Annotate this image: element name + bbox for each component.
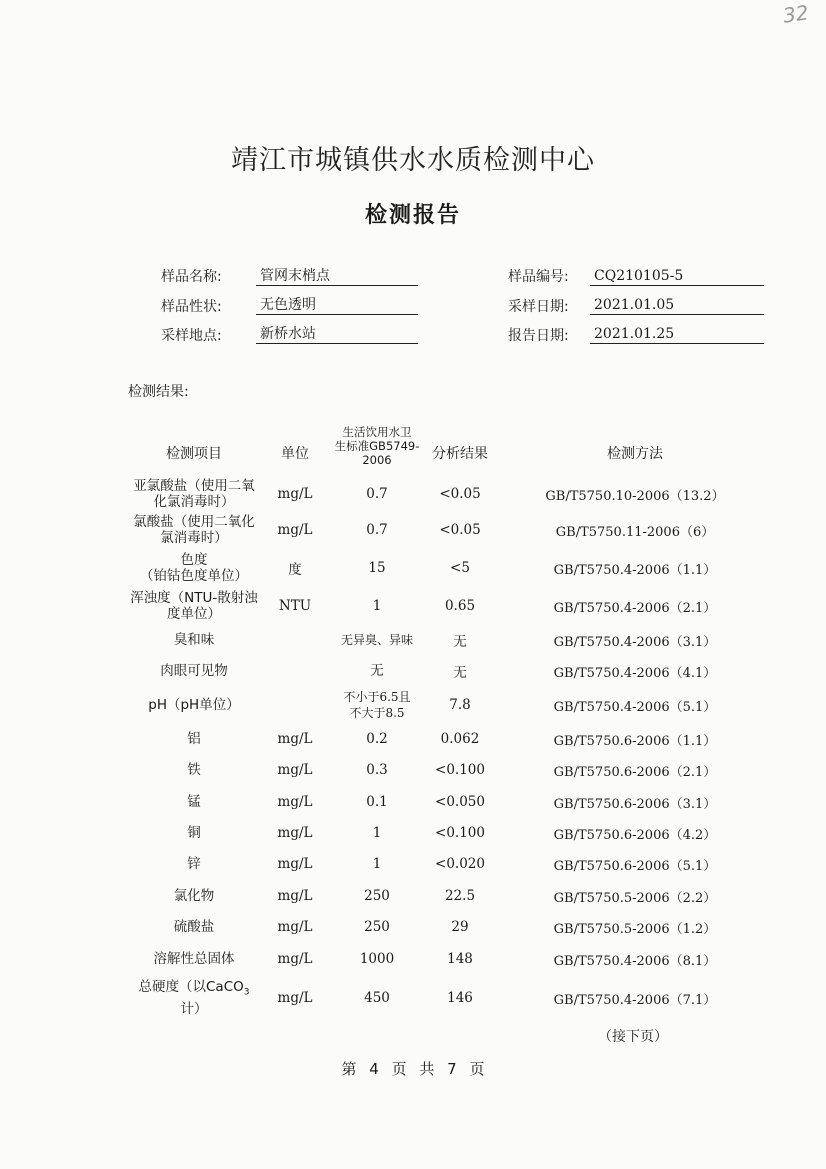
- sample-no-label: 样品编号:: [508, 269, 569, 285]
- method-cell: GB/T5750.10-2006（13.2）: [545, 488, 725, 504]
- unit-cell: [266, 686, 324, 724]
- item-cell: 铜: [187, 825, 201, 841]
- header-item: 检测项目: [166, 446, 222, 462]
- standard-cell: 450: [364, 990, 390, 1006]
- continued-note: （接下页）: [598, 1029, 668, 1045]
- table-row: [0, 786, 826, 818]
- item-cell: 总硬度（以CaCO$_3$ 计）: [138, 979, 250, 1017]
- sampling-date-value: 2021.01.05: [590, 295, 764, 315]
- item-cell: 色度 （铂钴色度单位）: [140, 552, 248, 584]
- table-row: [0, 550, 826, 586]
- unit-cell: mg/L: [277, 486, 313, 502]
- sample-name-value: 管网末梢点: [256, 266, 418, 286]
- standard-cell: 250: [364, 919, 390, 935]
- method-cell: GB/T5750.6-2006（3.1）: [553, 796, 717, 812]
- item-cell: 锌: [187, 856, 201, 872]
- method-cell: GB/T5750.5-2006（2.2）: [553, 890, 717, 906]
- unit-cell: mg/L: [277, 825, 313, 841]
- standard-cell: 0.7: [366, 486, 388, 502]
- item-cell: 肉眼可见物: [160, 663, 228, 679]
- method-cell: GB/T5750.4-2006（4.1）: [553, 665, 717, 681]
- standard-cell: 250: [364, 888, 390, 904]
- header-result: 分析结果: [432, 446, 488, 462]
- result-cell: 0.65: [444, 598, 476, 614]
- unit-cell: mg/L: [277, 888, 313, 904]
- unit-cell: mg/L: [277, 919, 313, 935]
- item-cell: 铝: [187, 731, 201, 747]
- standard-cell: 不小于6.5且 不大于8.5: [343, 690, 411, 720]
- standard-cell: 1: [372, 598, 382, 614]
- report-date-label: 报告日期:: [508, 328, 569, 344]
- item-cell: 氯酸盐（使用二氧化 氯消毒时）: [133, 514, 255, 546]
- standard-cell: 0.2: [366, 731, 388, 747]
- unit-cell: [266, 655, 324, 687]
- item-cell: 锰: [187, 794, 201, 810]
- result-cell: <0.05: [439, 522, 481, 538]
- sampling-date-label: 采样日期:: [508, 299, 569, 315]
- result-cell: <0.020: [435, 856, 485, 872]
- method-cell: GB/T5750.4-2006（3.1）: [553, 634, 717, 650]
- result-cell: 29: [451, 919, 469, 935]
- table-row: [0, 476, 826, 512]
- standard-cell: 1: [372, 856, 382, 872]
- result-cell: <0.050: [435, 794, 485, 810]
- standard-cell: 0.7: [366, 522, 388, 538]
- standard-cell: 1000: [359, 951, 395, 967]
- unit-cell: 度: [288, 562, 302, 578]
- item-cell: 臭和味: [173, 632, 215, 648]
- unit-cell: [266, 624, 324, 656]
- standard-cell: 无: [370, 663, 384, 679]
- header-standard-line1: 生活饮用水卫: [342, 425, 412, 439]
- unit-cell: mg/L: [277, 951, 313, 967]
- unit-cell: mg/L: [277, 762, 313, 778]
- report-date-value: 2021.01.25: [590, 324, 764, 344]
- table-row: [0, 848, 826, 880]
- result-cell: 146: [447, 990, 473, 1006]
- result-cell: 22.5: [444, 888, 476, 904]
- header-standard-line2: 生标准GB5749-: [334, 439, 420, 453]
- item-cell: 亚氯酸盐（使用二氧 化氯消毒时）: [133, 478, 255, 510]
- page-mark: 32: [781, 0, 810, 28]
- method-cell: GB/T5750.6-2006（4.2）: [553, 827, 717, 843]
- method-cell: GB/T5750.4-2006（2.1）: [553, 600, 717, 616]
- table-row: [0, 655, 826, 687]
- item-cell: 溶解性总固体: [153, 951, 235, 967]
- unit-cell: mg/L: [277, 522, 313, 538]
- item-cell: pH（pH单位）: [148, 697, 240, 713]
- standard-cell: 15: [368, 560, 386, 576]
- item-cell: 氯化物: [173, 888, 215, 904]
- result-cell: 无: [453, 665, 467, 681]
- unit-cell: mg/L: [277, 731, 313, 747]
- method-cell: GB/T5750.6-2006（2.1）: [553, 764, 717, 780]
- org-title: 靖江市城镇供水水质检测中心: [231, 145, 595, 176]
- table-row: [0, 880, 826, 912]
- unit-cell: NTU: [278, 598, 312, 614]
- unit-cell: mg/L: [277, 990, 313, 1006]
- method-cell: GB/T5750.4-2006（8.1）: [553, 953, 717, 969]
- method-cell: GB/T5750.4-2006（5.1）: [553, 699, 717, 715]
- unit-cell: mg/L: [277, 794, 313, 810]
- header-unit: 单位: [281, 446, 309, 462]
- sample-location-value: 新桥水站: [256, 324, 418, 344]
- sample-location-label: 采样地点:: [161, 328, 222, 344]
- result-cell: <5: [450, 560, 470, 576]
- header-standard-line3: 2006: [362, 453, 392, 467]
- method-cell: GB/T5750.11-2006（6）: [555, 524, 715, 540]
- header-method: 检测方法: [607, 446, 663, 462]
- results-label: 检测结果:: [128, 384, 189, 400]
- method-cell: GB/T5750.4-2006（7.1）: [553, 992, 717, 1008]
- sample-state-label: 样品性状:: [161, 299, 222, 315]
- result-cell: 148: [447, 951, 473, 967]
- table-row: [0, 512, 826, 548]
- sample-state-value: 无色透明: [256, 295, 418, 315]
- table-row: [0, 624, 826, 656]
- table-row: [0, 754, 826, 786]
- result-cell: 无: [453, 634, 467, 650]
- standard-cell: 无异臭、异味: [340, 633, 413, 647]
- unit-cell: mg/L: [277, 856, 313, 872]
- result-cell: <0.100: [435, 825, 485, 841]
- result-cell: <0.100: [435, 762, 485, 778]
- table-row: [0, 943, 826, 975]
- table-row: [0, 978, 826, 1018]
- standard-cell: 1: [372, 825, 382, 841]
- table-row: [0, 723, 826, 755]
- item-cell: 铁: [187, 762, 201, 778]
- sample-no-value: CQ210105-5: [590, 266, 764, 286]
- result-cell: <0.05: [439, 486, 481, 502]
- item-cell: 浑浊度（NTU-散射浊 度单位）: [130, 590, 258, 622]
- result-cell: 7.8: [449, 697, 471, 713]
- method-cell: GB/T5750.5-2006（1.2）: [553, 921, 717, 937]
- method-cell: GB/T5750.6-2006（1.1）: [553, 733, 717, 749]
- sample-name-label: 样品名称:: [161, 269, 222, 285]
- page-footer: 第 4 页 共 7 页: [341, 1060, 485, 1078]
- table-row: [0, 588, 826, 624]
- table-row: [0, 686, 826, 724]
- standard-cell: 0.1: [366, 794, 388, 810]
- report-title: 检测报告: [364, 203, 461, 228]
- table-row: [0, 911, 826, 943]
- method-cell: GB/T5750.6-2006（5.1）: [553, 858, 717, 874]
- method-cell: GB/T5750.4-2006（1.1）: [553, 562, 717, 578]
- result-cell: 0.062: [440, 731, 480, 747]
- table-row: [0, 817, 826, 849]
- item-cell: 硫酸盐: [173, 919, 215, 935]
- standard-cell: 0.3: [366, 762, 388, 778]
